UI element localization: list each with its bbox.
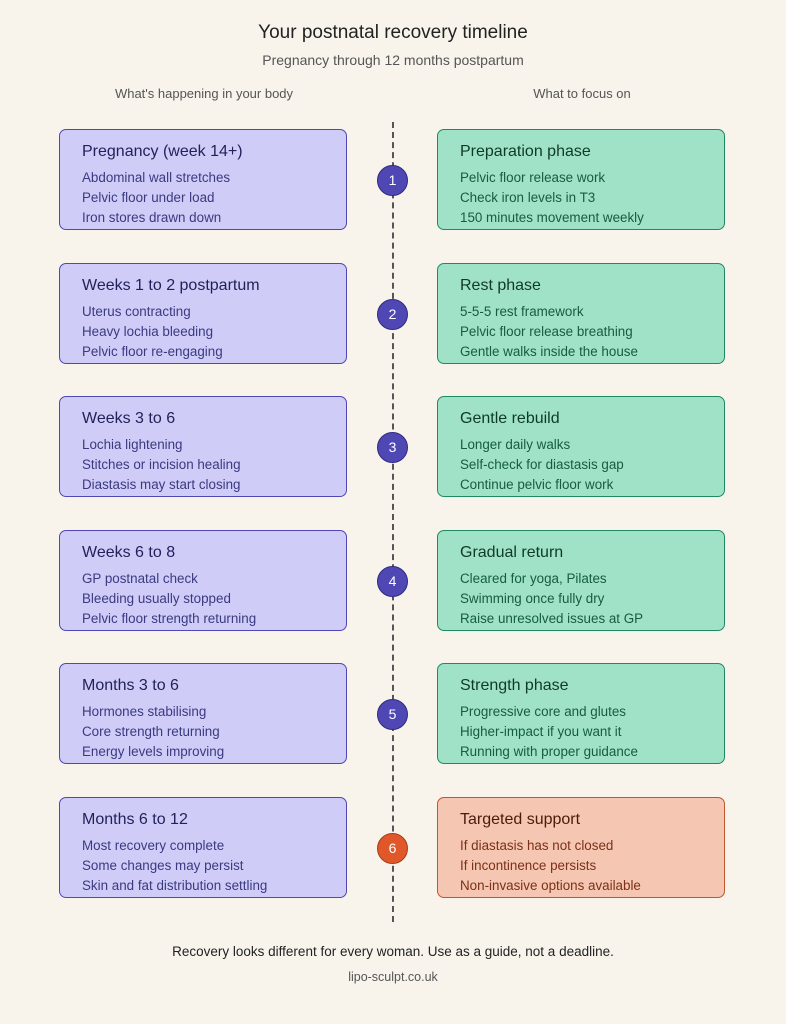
body-card-item: Skin and fat distribution settling	[82, 878, 268, 893]
step-marker-4: 4	[377, 566, 408, 597]
body-card-item: Core strength returning	[82, 724, 220, 739]
focus-card-heading: Preparation phase	[460, 143, 591, 160]
focus-card-item: Gentle walks inside the house	[460, 344, 638, 359]
body-card-stage-1	[59, 129, 347, 230]
step-marker-2: 2	[377, 299, 408, 330]
body-card-item: Abdominal wall stretches	[82, 170, 231, 185]
focus-card-item: If diastasis has not closed	[460, 838, 614, 853]
focus-card-item: Swimming once fully dry	[460, 591, 605, 606]
body-card-item: Pelvic floor under load	[82, 190, 215, 205]
body-card-item: Pelvic floor strength returning	[82, 611, 257, 626]
focus-card-item: Pelvic floor release breathing	[460, 324, 633, 339]
focus-card-item: Cleared for yoga, Pilates	[460, 571, 607, 586]
body-card-heading: Weeks 3 to 6	[82, 410, 176, 427]
body-card-item: Stitches or incision healing	[82, 457, 241, 472]
step-marker-1: 1	[377, 165, 408, 196]
footer-disclaimer: Recovery looks different for every woman. Use as a guide, not a deadline.	[172, 944, 614, 959]
body-card-stage-2	[59, 263, 347, 364]
focus-card-item: If incontinence persists	[460, 858, 597, 873]
body-card-heading: Pregnancy (week 14+)	[82, 143, 243, 160]
body-card-heading: Months 3 to 6	[82, 677, 179, 694]
body-card-item: GP postnatal check	[82, 571, 198, 586]
body-column-header: What's happening in your body	[114, 86, 294, 101]
body-card-heading: Months 6 to 12	[82, 811, 188, 828]
body-card-stage-4	[59, 530, 347, 631]
body-card-heading: Weeks 1 to 2 postpartum	[82, 277, 260, 294]
focus-card-item: Check iron levels in T3	[460, 190, 596, 205]
body-card-stage-3	[59, 396, 347, 497]
focus-card-item: Non-invasive options available	[460, 878, 641, 893]
focus-card-heading: Rest phase	[460, 277, 541, 294]
step-marker-5: 5	[377, 699, 408, 730]
body-card-item: Some changes may persist	[82, 858, 244, 873]
focus-card-item: Progressive core and glutes	[460, 704, 626, 719]
body-card-item: Diastasis may start closing	[82, 477, 241, 492]
focus-card-stage-2	[437, 263, 725, 364]
focus-card-item: Pelvic floor release work	[460, 170, 606, 185]
body-card-item: Energy levels improving	[82, 744, 225, 759]
body-card-item: Bleeding usually stopped	[82, 591, 231, 606]
focus-card-heading: Strength phase	[460, 677, 569, 694]
focus-card-item: Running with proper guidance	[460, 744, 638, 759]
focus-card-item: Raise unresolved issues at GP	[460, 611, 644, 626]
focus-card-stage-1	[437, 129, 725, 230]
page-title: Your postnatal recovery timeline	[258, 22, 528, 43]
body-card-heading: Weeks 6 to 8	[82, 544, 176, 561]
body-card-stage-5	[59, 663, 347, 764]
focus-card-stage-5	[437, 663, 725, 764]
focus-card-heading: Gradual return	[460, 544, 564, 561]
body-card-item: Uterus contracting	[82, 304, 191, 319]
focus-card-heading: Gentle rebuild	[460, 410, 560, 427]
body-card-item: Iron stores drawn down	[82, 210, 222, 225]
body-card-stage-6	[59, 797, 347, 898]
focus-card-item: Continue pelvic floor work	[460, 477, 614, 492]
focus-card-item: Self-check for diastasis gap	[460, 457, 624, 472]
step-marker-3: 3	[377, 432, 408, 463]
focus-column-header: What to focus on	[533, 86, 631, 101]
focus-card-heading: Targeted support	[460, 811, 581, 828]
body-card-item: Pelvic floor re-engaging	[82, 344, 223, 359]
focus-card-item: Higher-impact if you want it	[460, 724, 622, 739]
focus-card-item: 5-5-5 rest framework	[460, 304, 584, 319]
focus-card-stage-3	[437, 396, 725, 497]
footer-website: lipo-sculpt.co.uk	[348, 970, 438, 984]
focus-card-item: Longer daily walks	[460, 437, 571, 452]
focus-card-item: 150 minutes movement weekly	[460, 210, 644, 225]
focus-card-stage-6	[437, 797, 725, 898]
focus-card-stage-4	[437, 530, 725, 631]
timeline-line	[392, 122, 394, 922]
body-card-item: Heavy lochia bleeding	[82, 324, 214, 339]
body-card-item: Lochia lightening	[82, 437, 183, 452]
page-subtitle: Pregnancy through 12 months postpartum	[262, 52, 524, 68]
step-marker-6: 6	[377, 833, 408, 864]
body-card-item: Most recovery complete	[82, 838, 225, 853]
body-card-item: Hormones stabilising	[82, 704, 207, 719]
